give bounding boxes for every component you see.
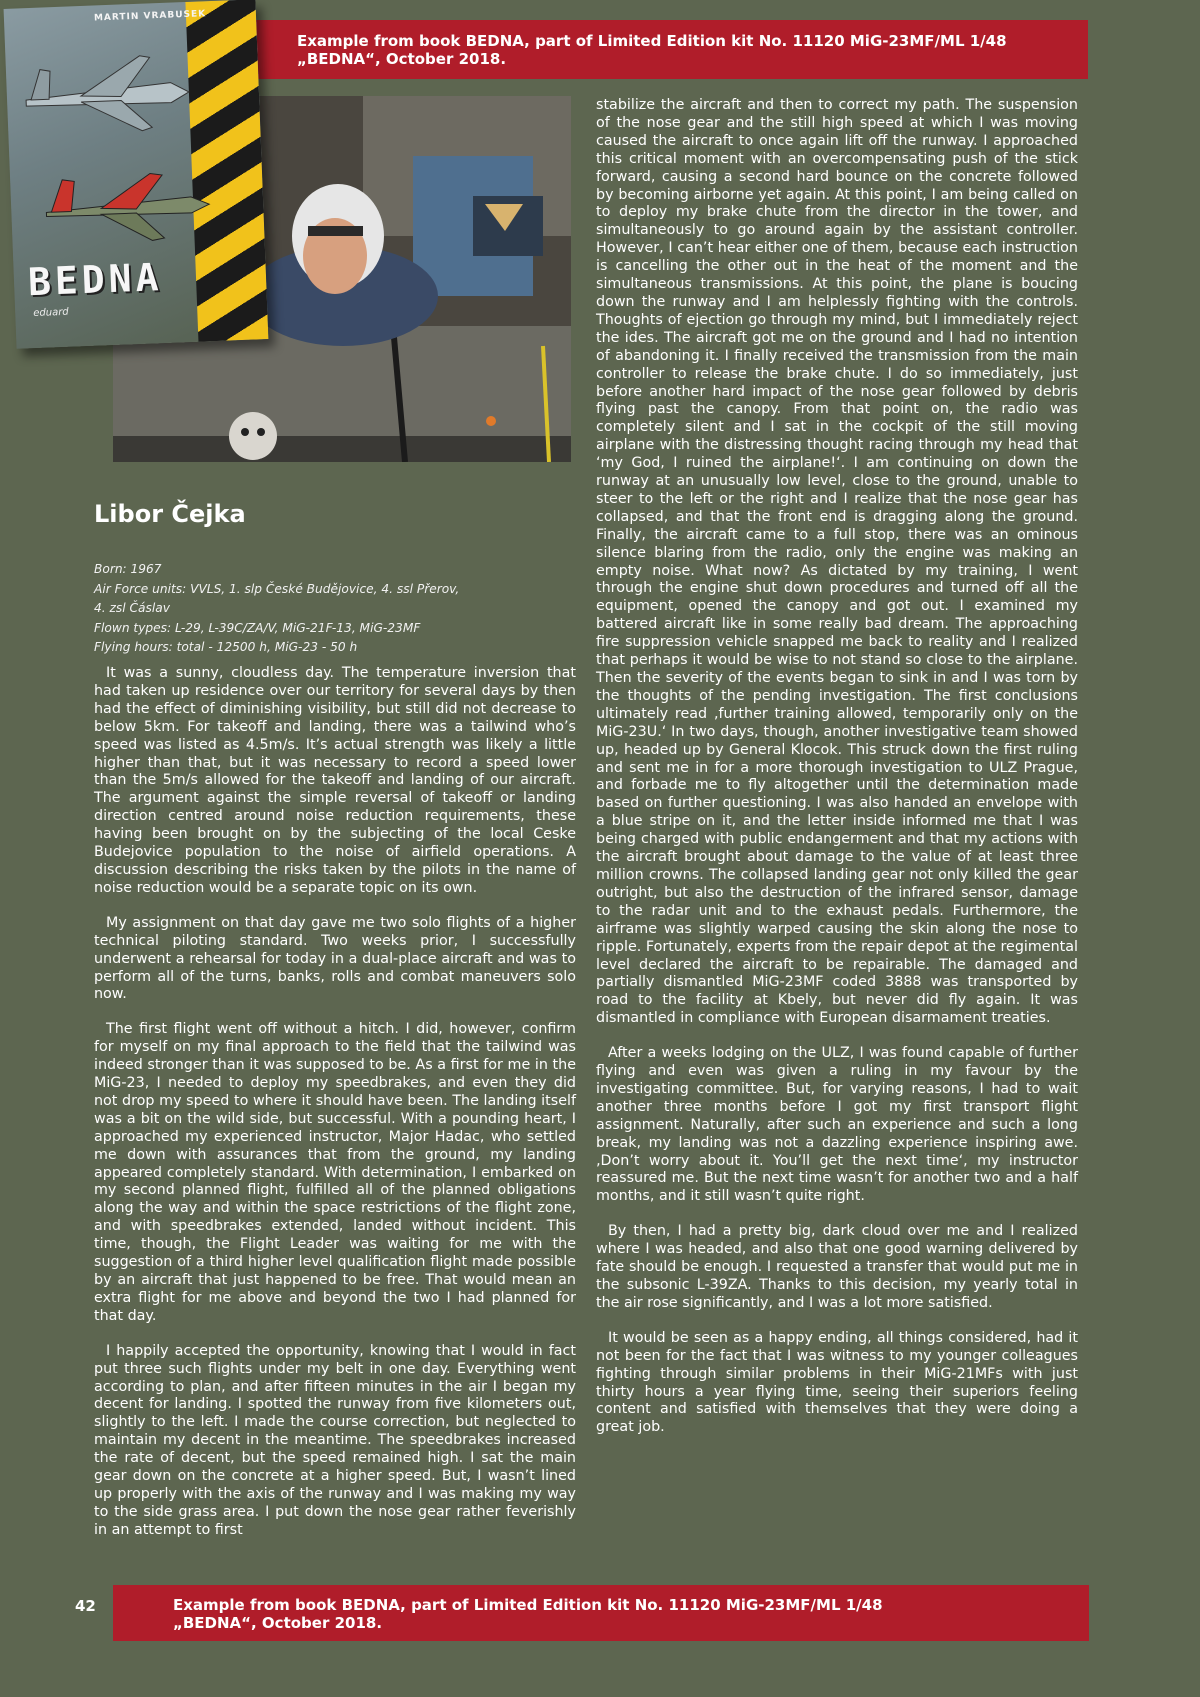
article-paragraph: By then, I had a pretty big, dark cloud over me and I realized where I was headed, and also that one good warning delivered by fate should be enough. I requested a transfer that would put me in the subsonic L-39ZA. Thanks to this decision, my yearly total in the air rose significantly, and I was a lot more satisfied. <box>596 1223 1078 1311</box>
article-column-left <box>94 665 576 1557</box>
bio-line: Flown types: L-29, L-39C/ZA/V, MiG-21F-13, MiG-23MF <box>94 620 421 635</box>
page-number: 42 <box>75 1597 96 1615</box>
bio-line: Flying hours: total - 12500 h, MiG-23 - 50 h <box>94 640 358 655</box>
article-paragraph: After a weeks lodging on the ULZ, I was found capable of further flying and even was given a ruling in my favour by the investigating committee. But, for varying reasons, I had to wait another three months before I got my first transport flight assignment. Naturally, after such an experience and such a long break, my landing was not a dazzling experience inspiring awe. ‚Don’t worry about it. You’ll get the next time‘, my instructor reassured me. But the next time wasn’t for another two and a half months, and it still wasn’t quite right. <box>596 1045 1078 1205</box>
book-cover-title: BEDNA <box>27 255 164 305</box>
bio-line: Born: 1967 <box>94 562 162 576</box>
jet-illustration-icon <box>19 44 192 140</box>
bio-line: 4. zsl Čáslav <box>94 601 170 616</box>
book-cover-author: MARTIN VRABUSEK <box>93 9 207 24</box>
article-column-right <box>596 97 1078 1454</box>
footer-banner-line2: „BEDNA“, October 2018. <box>173 1614 383 1632</box>
author-bio <box>94 560 574 658</box>
article-paragraph: I happily accepted the opportunity, knowing that I would in fact put three such flights under my belt in one day. Everything went according to plan, and after fifteen minutes in the air I began my decent for landing. I spotted the runway from five kilometers out, slightly to the left. I made the course correction, but neglected to maintain my decent in the meantime. The speedbrakes increased the rate of decent, but the speed remained high. I sat the main gear down on the concrete at a higher speed. But, I wasn’t lined up properly with the axis of the runway and I was making my way to the side grass area. I put down the nose gear rather feverishly in an attempt to first <box>94 1342 576 1538</box>
article-paragraph: The first flight went off without a hitch. I did, however, confirm for myself on my final approach to the field that the tailwind was indeed stronger than it was supposed to be. As a first for me in the MiG-23, I needed to deploy my speedbrakes, and even they did not drop my speed to where it should have been. The landing itself was a bit on the wild side, but successful. With a pounding heart, I approached my experienced instructor, Major Hadac, who settled me down with assurances that from the ground, my landing appeared completely standard. With determination, I embarked on my second planned flight, fulfilled all of the planned obligations along the way and within the space restrictions of the flight zone, and with speedbrakes extended, landed without incident. This time, though, the Flight Leader was waiting for me with the suggestion of a third higher level qualification flight made possible by an aircraft that just happened to be free. That would mean an extra flight for me above and beyond the two I had planned for that day. <box>94 1021 576 1324</box>
header-banner <box>252 20 1088 79</box>
header-banner-line1: Example from book BEDNA, part of Limited Edition kit No. 11120 MiG-23MF/ML 1/48 <box>297 32 1007 50</box>
author-name: Libor Čejka <box>94 500 246 528</box>
book-cover-brand: eduard <box>33 306 69 320</box>
article-paragraph: It was a sunny, cloudless day. The temperature inversion that had taken up residence over our territory for several days by then had the effect of diminishing visibility, but still did not decrease to below 5km. For takeoff and landing, there was a tailwind who’s speed was listed as 4.5m/s. It’s actual strength was likely a little higher than that, but it was necessary to record a speed lower than the 5m/s allowed for the takeoff and landing of our aircraft. The argument against the simple reversal of takeoff or landing direction centred around noise reduction requirements, these having been brought on by the subjecting of the local Ceske Budejovice population to the noise of airfield operations. A discussion describing the risks taken by the pilots in the name of noise reduction would be a separate topic on its own. <box>94 665 576 896</box>
jet-illustration-icon <box>39 156 212 252</box>
header-banner-line2: „BEDNA“, October 2018. <box>297 50 507 68</box>
article-paragraph: stabilize the aircraft and then to correct my path. The suspension of the nose gear and the still high speed at which I was moving caused the aircraft to once again lift off the runway. I approached this critical moment with an overcompensating push of the stick forward, causing a second hard bounce on the concrete followed by becoming airborne yet again. At this point, I am being called on to deploy my brake chute from the director in the tower, and simultaneously to go around again by the assistant controller. However, I can’t hear either one of them, because each instruction is cancelling the other out in the heat of the moment and the simultaneous transmissions. At this point, the plane is boucing down the runway and I am helplessly fighting with the controls. Thoughts of ejection go through my mind, but I immediately reject the ides. The aircraft got me on the ground and I had no intention of abandoning it. I finally received the transmission from the main controller to release the brake chute. I do so immediately, just before another hard impact of the nose gear followed by debris flying past the canopy. From that point on, the radio was completely silent and I sat in the cockpit of the still moving airplane with the distressing thought racing through my head that ‘my God, I ruined the airplane!‘. I am continuing on down the runway at an unusually low level, close to the ground, unable to steer to the left or the right and I realize that the nose gear has collapsed, and that the front end is dragging along the ground. Finally, the aircraft came to a full stop, there was an ominous silence blaring from the radio, only the engine was making an empty noise. What now? As dictated by my training, I went through the engine shut down procedures and turned off all the equipment, opened the canopy and got out. I examined my battered aircraft like in some really bad dream. The approaching fire suppression vehicle snapped me back to reality and I realized that perhaps it would be wise to not stand so close to the airplane. Then the severity of the events began to sink in and I was torn by the thoughts of the pending investigation. The first conclusions ultimately read ‚further training allowed, temporarily only on the MiG-23U.‘ In two days, though, another investigative team showed up, headed up by General Klocok. This struck down the first ruling and sent me in for a more thorough investigation to ULZ Prague, and forbade me to fly altogether until the determination made based on further questioning. I was also handed an envelope with a blue stripe on it, and the letter inside informed me that I was being charged with public endangerment and that my actions with the aircraft brought about damage to the value of at least three million crowns. The collapsed landing gear not only killed the gear outright, but also the destruction of the infrared sensor, damage to the radar unit and to the exhaust pedals. Furthermore, the airframe was slightly warped causing the skin along the nose to ripple. Fortunately, experts from the repair depot at the regimental level declared the aircraft to be repairable. The damaged and partially dismantled MiG-23MF coded 3888 was transported by road to the facility at Kbely, but never did fly again. It was dismantled in compliance with European disarmament treaties. <box>596 97 1078 1027</box>
footer-banner <box>113 1585 1089 1641</box>
book-cover-image <box>4 0 269 349</box>
article-paragraph: It would be seen as a happy ending, all things considered, had it not been for the fact that I was witness to my younger colleagues fighting through similar problems in their MiG-21MFs with just thirty hours a year flying time, seeing their superiors feeling content and satisfied with themselves that they were doing a great job. <box>596 1329 1078 1436</box>
footer-banner-line1: Example from book BEDNA, part of Limited Edition kit No. 11120 MiG-23MF/ML 1/48 <box>173 1596 883 1614</box>
article-paragraph: My assignment on that day gave me two solo flights of a higher technical piloting standard. Two weeks prior, I successfully underwent a rehearsal for today in a dual-place aircraft and was to perform all of the turns, banks, rolls and combat maneuvers solo now. <box>94 914 576 1003</box>
bio-line: Air Force units: VVLS, 1. slp České Budějovice, 4. ssl Přerov, <box>94 581 460 596</box>
